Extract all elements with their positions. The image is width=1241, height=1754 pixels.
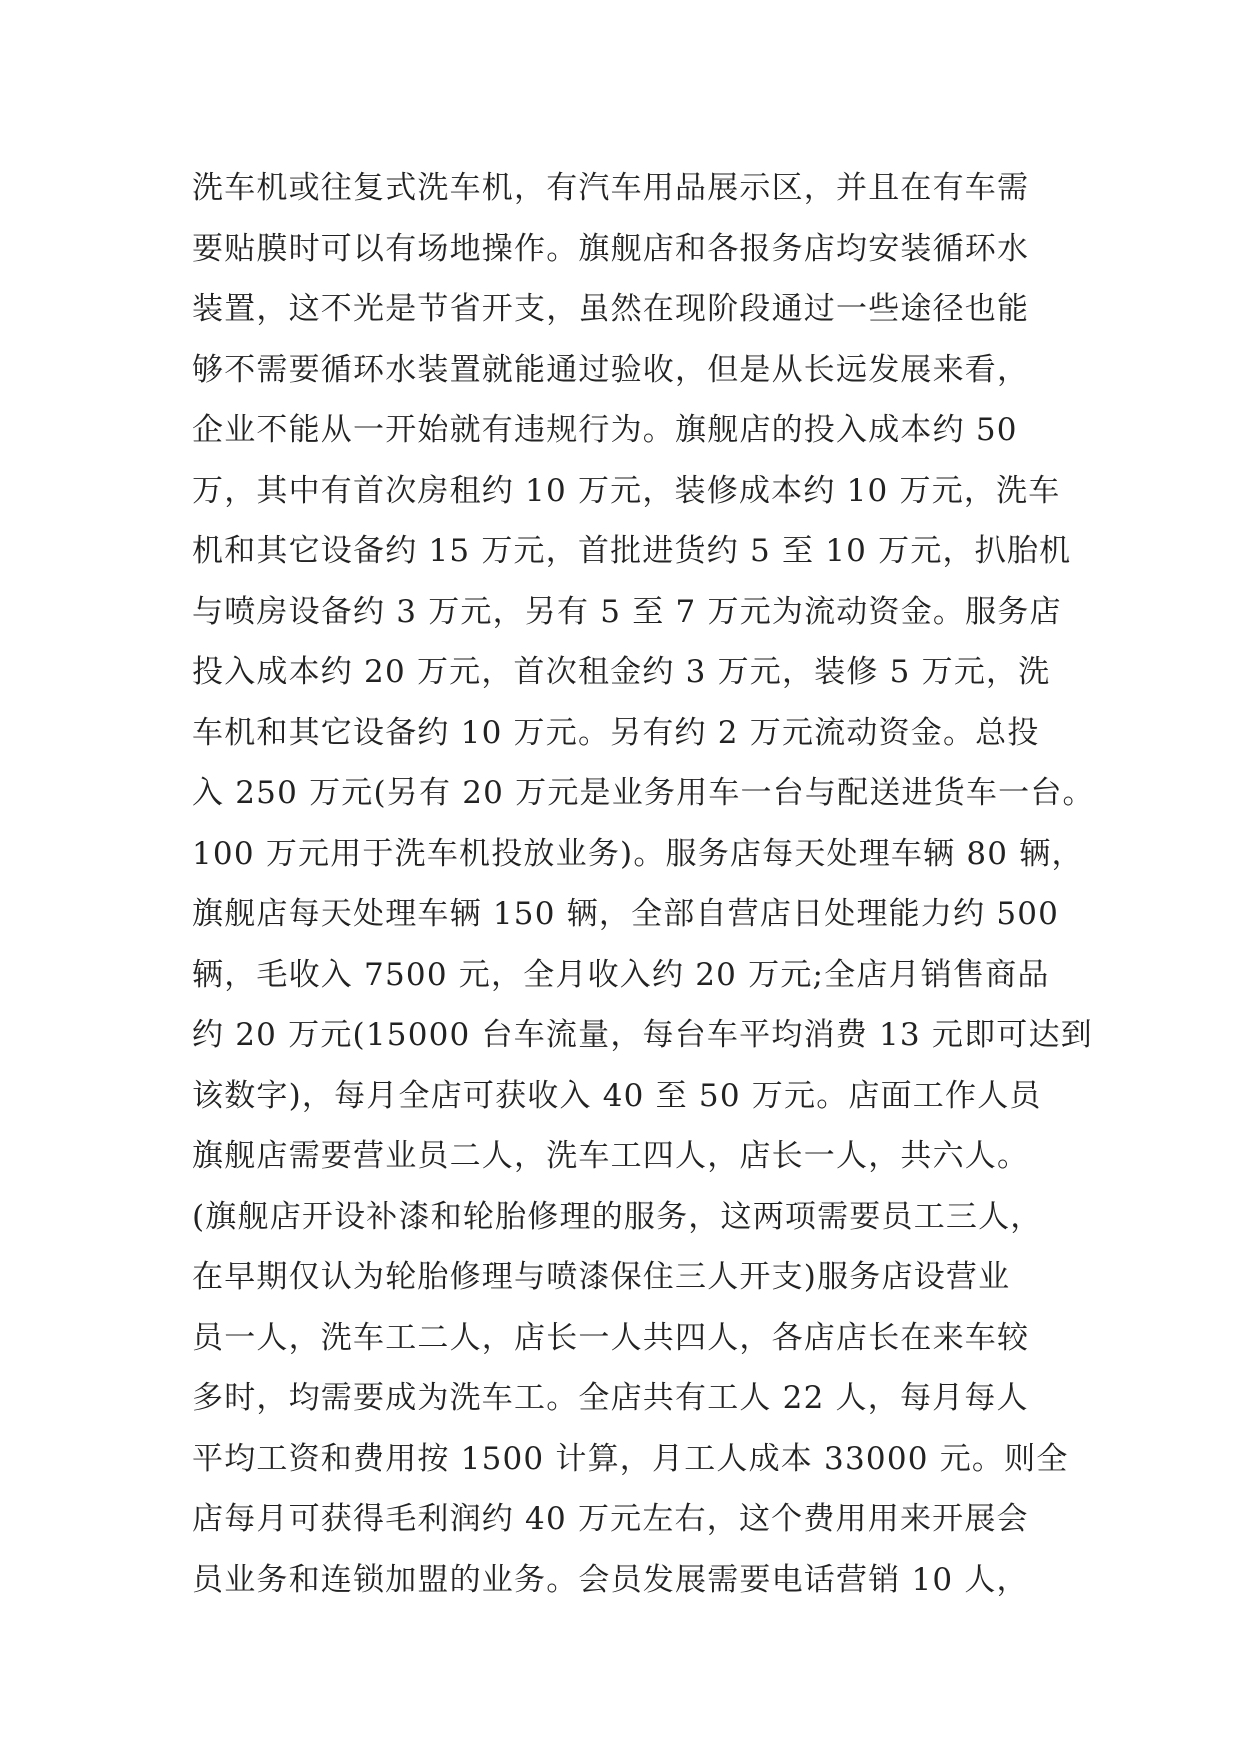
- text-line: 车机和其它设备约 10 万元。另有约 2 万元流动资金。总投: [192, 714, 1040, 751]
- text-line: 与喷房设备约 3 万元，另有 5 至 7 万元为流动资金。服务店: [192, 593, 1062, 630]
- text-line: 入 250 万元(另有 20 万元是业务用车一台与配送进货车一台。: [192, 775, 1095, 811]
- text-line: 够不需要循环水装置就能通过验收，但是从长远发展来看，: [192, 351, 1030, 388]
- text-line: 企业不能从一开始就有违规行为。旗舰店的投入成本约 50: [192, 412, 1018, 448]
- body-text: [192, 158, 1095, 1610]
- text-line: 员一人，洗车工二人，店长一人共四人，各店店长在来车较: [192, 1319, 1030, 1356]
- text-line: 旗舰店需要营业员二人，洗车工四人，店长一人，共六人。: [192, 1138, 1030, 1174]
- text-line: 投入成本约 20 万元，首次租金约 3 万元，装修 5 万元，洗: [192, 654, 1051, 690]
- text-line: 约 20 万元(15000 台车流量，每台车平均消费 13 元即可达到: [192, 1017, 1093, 1053]
- text-line: 该数字)，每月全店可获收入 40 至 50 万元。店面工作人员: [192, 1077, 1042, 1114]
- text-line: 在早期仅认为轮胎修理与喷漆保住三人开支)服务店设营业: [192, 1259, 1011, 1295]
- text-line: 机和其它设备约 15 万元，首批进货约 5 至 10 万元，扒胎机: [192, 533, 1072, 569]
- text-line: 万，其中有首次房租约 10 万元，装修成本约 10 万元，洗车: [192, 472, 1061, 509]
- text-line: 装置，这不光是节省开支，虽然在现阶段通过一些途径也能: [192, 291, 1030, 327]
- text-line: (旗舰店开设补漆和轮胎修理的服务，这两项需要员工三人，: [192, 1198, 1043, 1235]
- text-line: 旗舰店每天处理车辆 150 辆，全部自营店日处理能力约 500: [192, 896, 1060, 932]
- text-line: 员业务和连锁加盟的业务。会员发展需要电话营销 10 人，: [192, 1561, 1029, 1598]
- text-line: 100 万元用于洗车机投放业务)。服务店每天处理车辆 80 辆，: [192, 835, 1084, 872]
- text-line: 辆，毛收入 7500 元，全月收入约 20 万元;全店月销售商品: [192, 956, 1050, 993]
- text-line: 多时，均需要成为洗车工。全店共有工人 22 人，每月每人: [192, 1380, 1029, 1416]
- text-line: 洗车机或往复式洗车机，有汽车用品展示区，并且在有车需: [192, 170, 1030, 206]
- text-line: 要贴膜时可以有场地操作。旗舰店和各报务店均安装循环水: [192, 230, 1030, 267]
- text-line: 店每月可获得毛利润约 40 万元左右，这个费用用来开展会: [192, 1501, 1029, 1537]
- text-line: 平均工资和费用按 1500 计算，月工人成本 33000 元。则全: [192, 1440, 1069, 1477]
